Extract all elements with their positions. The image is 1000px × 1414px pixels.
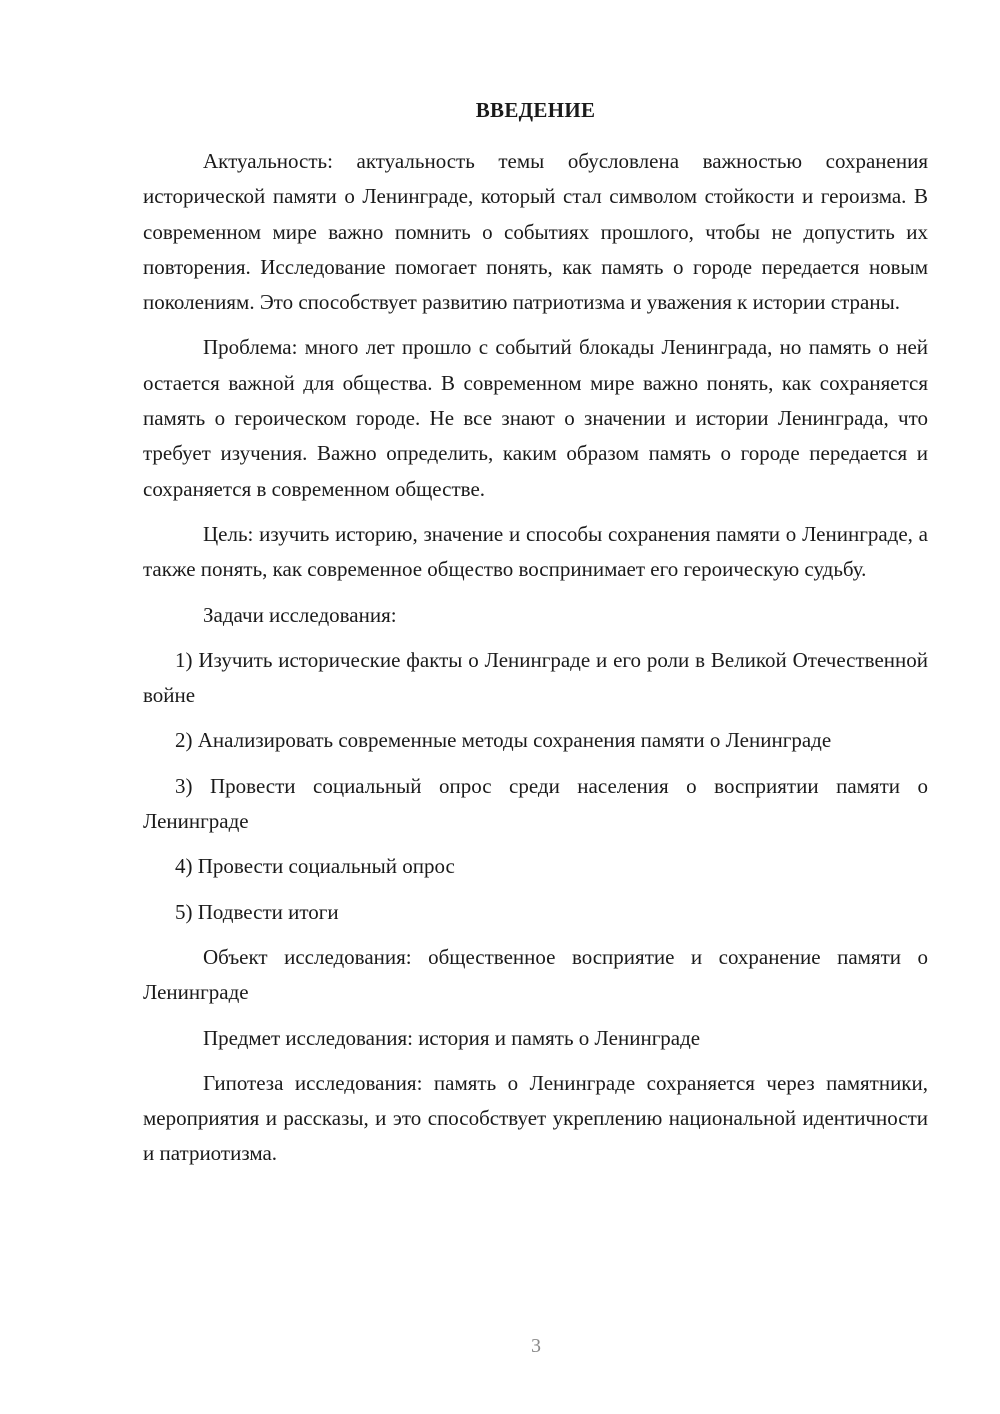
goal-paragraph: Цель: изучить историю, значение и способы сохранения памяти о Ленинграде, а также понять, как современное общество воспринимает его героическую судьбу. <box>143 521 928 582</box>
object-paragraph: Объект исследования: общественное восприятие и сохранение памяти о Ленинграде <box>143 944 928 1005</box>
task-item-3: 3) Провести социальный опрос среди населения о восприятии памяти о Ленинграде <box>143 773 928 834</box>
task-item-5: 5) Подвести итоги <box>175 899 339 924</box>
document-page <box>143 96 928 1182</box>
task-item-4: 4) Провести социальный опрос <box>175 854 455 879</box>
task-item-1: 1) Изучить исторические факты о Ленинграде и его роли в Великой Отечественной войне <box>143 647 928 708</box>
section-heading: ВВЕДЕНИЕ <box>475 98 596 122</box>
page-number: 3 <box>531 1335 541 1357</box>
relevance-paragraph: Актуальность: актуальность темы обусловлена важностью сохранения исторической памяти о Ленинграде, который стал символом стойкости и героизма. В современном мире важно помнить о событиях прошлого, чтобы не допустить их повторения. Исследование помогает понять, как память о городе передается новым поколениям. Это способствует развитию патриотизма и уважения к истории страны. <box>143 149 928 315</box>
tasks-heading: Задачи исследования: <box>203 602 397 627</box>
task-item-2: 2) Анализировать современные методы сохранения памяти о Ленинграде <box>175 728 832 753</box>
problem-paragraph: Проблема: много лет прошло с событий блокады Ленинграда, но память о ней остается важной для общества. В современном мире важно понять, как сохраняется память о героическом городе. Не все знают о значении и истории Ленинграда, что требует изучения. Важно определить, каким образом память о городе передается и сохраняется в современном обществе. <box>143 335 928 501</box>
subject-paragraph: Предмет исследования: история и память о Ленинграде <box>203 1025 701 1050</box>
hypothesis-paragraph: Гипотеза исследования: память о Ленинграде сохраняется через памятники, мероприятия и рассказы, и это способствует укреплению национальной идентичности и патриотизма. <box>143 1070 928 1166</box>
